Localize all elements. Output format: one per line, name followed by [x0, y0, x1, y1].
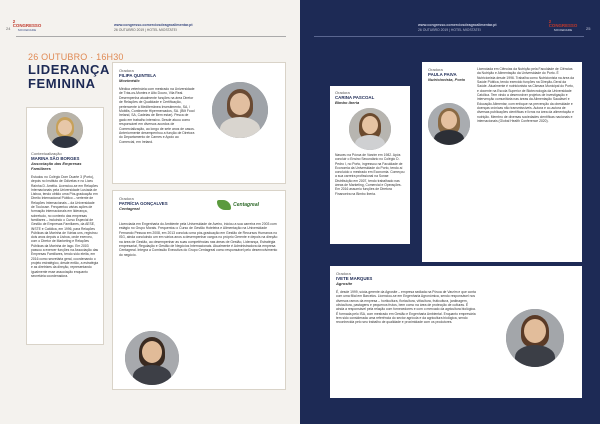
title-line-1: LIDERANÇA	[28, 62, 110, 77]
speaker-role: Contextualização	[31, 151, 62, 156]
speaker-name: CARINA PASCOAL	[335, 95, 375, 100]
speaker-org: Movimédic	[119, 78, 140, 83]
speaker-card-filipa	[112, 62, 286, 184]
speaker-name: IVETE MARQUES	[336, 276, 373, 281]
centagreal-logo-text: Centagreal	[233, 202, 259, 208]
centagreal-logo	[217, 200, 259, 210]
speaker-name: PAULA PAIVA	[428, 72, 457, 77]
logo-line-1: 2 CONGRESSO	[12, 18, 42, 29]
speaker-photo	[428, 103, 470, 145]
speaker-card-ivete	[330, 266, 582, 398]
header-divider	[16, 36, 286, 37]
speaker-card-patricia	[112, 190, 286, 390]
speaker-role: Oradora	[336, 271, 351, 276]
speaker-card-marina	[26, 107, 104, 345]
speaker-role: Oradora	[335, 90, 350, 95]
speaker-role: Oradora	[119, 196, 134, 201]
speaker-bio: Licenciada em Engenharia do Ambiente pela Universidade de Aveiro, iniciou a sua carreira em 2003 com estágio no Grupo Morais. Frequentou o Curso de Gestão Hoteleira e Alimentação na Universidade Fernando Pessoa em 2008, em 2013 concluiu uma pós-graduação em Gestão de Recursos Humanos no ISG, ainda concluindo um em vários anos a desempenhar cargos no próprio Gerente e depois na direção na área de Gestão, ao desempenhar as suas competências nas áreas de Gestão, Liderança, Estratégia empresarial, Regulação e Gestão de Negócios Internacionais. Atualmente é Administradora da empresa Centagreal. Integra a Comissão Executiva do Grupo Centagreal como responsável pelo desenvolvimento do negócio.	[119, 222, 278, 257]
leaf-icon	[217, 200, 231, 210]
speaker-bio: Nasceu na Póvoa de Varzim em 1982. Após concluir o Ensino Secundário no Colégio D. Pedro I, no Porto, ingressou na Faculdade de Economia da Universidade do Porto, tendo aí concluído o mestrado em Economia. Começou a sua carreira profissional na Sonae Distribuição em 2007, tendo trabalhado nas áreas de Marketing, Comercial e Operações. Em 2016 assumiu funções de Diretora Financeira na Bimbo Iberia.	[335, 153, 405, 196]
logo-line-2: SOCIEDADE	[553, 27, 573, 32]
speaker-role: Oradora	[428, 67, 443, 72]
title-line-2: FEMININA	[28, 75, 96, 91]
header-date: 26 OUTUBRO 2019 | HOTEL MIOSTATEI	[114, 27, 177, 32]
page-number: 24	[6, 26, 11, 31]
speaker-org: Centagreal	[119, 206, 140, 211]
speaker-bio: É, desde 1999, sócia-gerente da Agrosite – empresa sediada na Póvoa de Varzim e que conta com uma filial em Barcelos. Licenciou-se em Engenharia Agronómica, sendo responsável nos diversos ramos da empresa – horticultura, floricultura, viticultura, fruticultura, jardinagem, olivicultura, pastagens e pequenos frutos, bem como na área de protecção de culturas. É ainda a responsável pela relação com fornecedores e com o mercado da agricultura biológica. É formada pelo ISA, com mestrado em Gestão e Engenharia Ambiental. Enquanto empresária tem sido considerada uma referência do sector agrícola e da agricultura biológica, sendo reconhecida pelo seu trabalho de qualidade e proximidade com os produtores.	[336, 290, 476, 325]
speaker-name: FILIPA QUINTELA	[119, 73, 157, 78]
speaker-photo	[506, 309, 564, 367]
speaker-bio: Estudou no Colégio Dom Duarte 3 (Porto), depois no Instituto de Odivelas e no Liceu Rainha D. Amélia. Licenciou-se em Relações Internacionais pela Universidade Lusíada de Lisboa, tendo obtido uma Pós-graduação em Direito Internacional Público – vertente de Relações Internacionais – da Universidade de Toulouse. Frequentou várias ações de formação internacionais em liderança, sobretudo, no contexto das empresas familiares – incluindo o Curso Especial de Gestão de Empresas Familiares, da AESE, INSTE e Católica, em 1996, para Relações Públicas da Marinha de Várias uns, registrou dois anos depois a Lisboa, onde exerceu, com o Diretor de Marketing e Relações Públicas da Marinha de Iago. Em 2003 passou a exercer funções na Associação das Empresas Familiares, tendo sido eleita, em 2016 como secretária geral, coordenando o projeto estratégico, desde então, a estratégia e as diretrizes da direção, representando igualmente esse associação enquanto secretária coordenadora.	[31, 175, 99, 278]
speaker-photo	[212, 82, 268, 138]
speaker-org: Agrosite	[336, 281, 353, 286]
speaker-bio: Licenciada em Ciências da Nutrição pela Faculdade de Ciências da Nutrição e Alimentação da Universidade do Porto. É Nutricionista desde 1996. Trabalha como Nutricionista na área da Saúde Pública, tendo exercido funções na Direção-Geral da Saúde. Atualmente é nutricionista na Câmara Municipal do Porto, e docente na Escola Superior de Biotecnologia da Universidade Católica. Tem vindo a desenvolver projetos de investigação e intervenção comunitária nas áreas da Alimentação Saudável e Educação Alimentar, com enfoque na prevenção da obesidade e doenças crónicas não transmissíveis. Autora e co-autora de diversas publicações científicas e livros na área da alimentação e nutrição. Membro de diversas sociedades científicas nacionais e internacionais (Global Health Conference 2020).	[477, 67, 575, 124]
speaker-org: Bimbo Iberia	[335, 100, 360, 105]
logo-line-2: SOCIEDADE	[17, 27, 37, 32]
right-page	[300, 0, 600, 424]
congress-logo	[548, 18, 578, 34]
speaker-card-paula	[422, 62, 582, 262]
speaker-org: Associação das Empresas Familiares	[31, 161, 82, 171]
speaker-bio: Médica veterinária com mestrado na Universidade de Trás-os-Montes e Alto Douro, Vila Real. Desempenha atualmente funções na área Diretor de Relações de Qualidade e Certificação, pertencente à Mediterrânea Investimento, SA, / Mobilis, Continente Hipermercados, SA. (Bilt Food Ireland, SA, Cadeias de Bem estar). Pesca de gado em trabalho intensivo. Desde atuou como responsável em diversos acordos de Comercialização, ao longo de sete anos de casos. Anteriormente desempenhou a função de Diretora do Departamento de Carnes e Apoio ao Comercial, em Ireland.	[119, 87, 195, 144]
page-number: 25	[586, 26, 591, 31]
speaker-name: PATRÍCIA GONÇALVES	[119, 201, 168, 206]
speaker-card-carina	[330, 86, 410, 244]
session-time: 26 OUTUBRO · 16H30	[28, 52, 124, 62]
header-date: 26 OUTUBRO 2019 | HOTEL MIOSTATEI	[418, 27, 481, 32]
speaker-photo	[125, 331, 179, 385]
speaker-org: Nutricionista, Porto	[428, 77, 466, 82]
speaker-name: MARINA SÃO BORGES	[31, 156, 80, 161]
header-url: www.congresso.comerciosdeagroalimentar.pt	[418, 23, 497, 27]
header-url: www.congresso.comerciosdeagroalimentar.pt	[114, 23, 193, 27]
header-divider	[314, 36, 584, 37]
session-title	[28, 63, 110, 90]
logo-line-1: 2 CONGRESSO	[548, 18, 578, 29]
speaker-photo	[349, 108, 391, 150]
congress-logo	[12, 18, 42, 34]
speaker-role: Oradora	[119, 68, 134, 73]
speaker-photo	[47, 112, 83, 148]
